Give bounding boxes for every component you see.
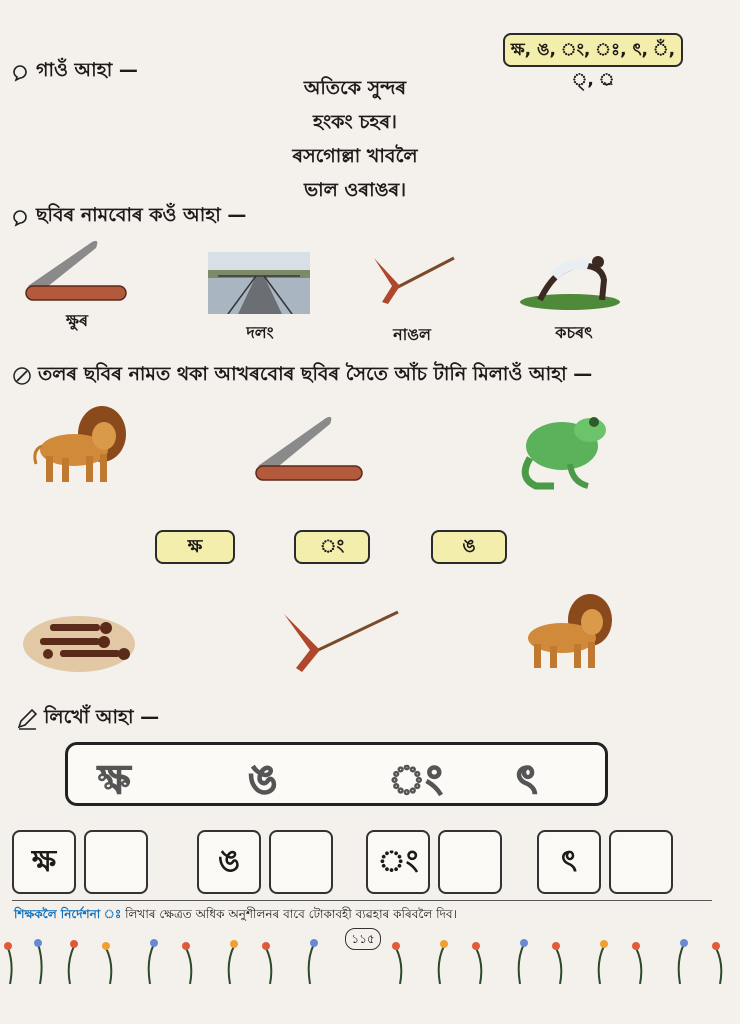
name-pictures-instruction [10, 201, 246, 233]
match-letter-2[interactable]: ং [294, 530, 370, 564]
razor-image [20, 236, 130, 308]
teacher-note [14, 906, 457, 926]
sing-instruction [10, 56, 138, 88]
footer-rule [12, 900, 712, 901]
exercise-image [518, 246, 622, 310]
lion-image [28, 398, 132, 486]
cloves-image [20, 604, 138, 674]
caption-bridge: দলং [246, 323, 274, 342]
trace-letter-1[interactable]: ক্ষ [98, 757, 131, 803]
write-example-3: ং [366, 830, 430, 894]
match-instruction [12, 360, 592, 392]
speech-bubble-icon [10, 207, 30, 227]
pencil-circle-icon [12, 366, 32, 386]
trace-letter-4[interactable]: ৎ [516, 757, 538, 803]
poem-line-3: ৰসগোল্লা খাবলৈ [292, 145, 418, 167]
write-box-3[interactable] [438, 830, 502, 894]
trace-letter-3[interactable]: ং [388, 757, 443, 803]
match-instruction-text: তলৰ ছবিৰ নামত থকা আখৰবোৰ ছবিৰ সৈতে আঁচ টানি মিলাওঁ আহা — [38, 363, 593, 385]
page-number: ১১৫ [345, 928, 381, 950]
write-example-4: ৎ [537, 830, 601, 894]
letters-badge: ক্ষ, ঙ, ং, ঃ, ৎ, ঁ, ্, ্র [503, 33, 683, 67]
poem-line-2: হংকং চহৰ। [313, 111, 397, 133]
teacher-note-label: শিক্ষকলৈ নিৰ্দেশনা ঃ [14, 907, 122, 921]
caption-exercise: কচৰৎ [555, 323, 593, 342]
match-letter-1[interactable]: ক্ষ [155, 530, 235, 564]
match-letter-3[interactable]: ঙ [431, 530, 507, 564]
write-example-2: ঙ [197, 830, 261, 894]
write-box-4[interactable] [609, 830, 673, 894]
sing-instruction-text: গাওঁ আহা — [36, 59, 138, 81]
plough-image [370, 252, 456, 308]
write-box-2[interactable] [269, 830, 333, 894]
caption-razor: ক্ষুৰ [66, 311, 88, 330]
teacher-note-text: লিখাৰ ক্ষেত্ৰত অধিক অনুশীলনৰ বাবে টোকাবহী ব্যৱহাৰ কৰিবলৈ দিব। [125, 907, 457, 921]
caption-plough: নাঙল [393, 325, 431, 344]
name-pictures-instruction-text: ছবিৰ নামবোৰ কওঁ আহা — [36, 204, 247, 226]
poem-line-4: ভাল ওৰাঙৰ। [303, 179, 407, 201]
trace-letter-2[interactable]: ঙ [248, 757, 278, 803]
write-instruction-text: লিখোঁ আহা — [44, 706, 160, 728]
bridge-image [208, 252, 310, 314]
pencil-icon [16, 708, 38, 730]
poem-line-1: অতিকে সুন্দৰ [303, 77, 407, 99]
lion-image-2 [516, 586, 618, 672]
frog-image [510, 406, 610, 492]
write-example-1: ক্ষ [12, 830, 76, 894]
plough-image-2 [280, 606, 402, 676]
write-instruction [16, 703, 159, 735]
razor-image-2 [250, 412, 366, 488]
speech-bubble-icon [10, 62, 30, 82]
write-box-1[interactable] [84, 830, 148, 894]
